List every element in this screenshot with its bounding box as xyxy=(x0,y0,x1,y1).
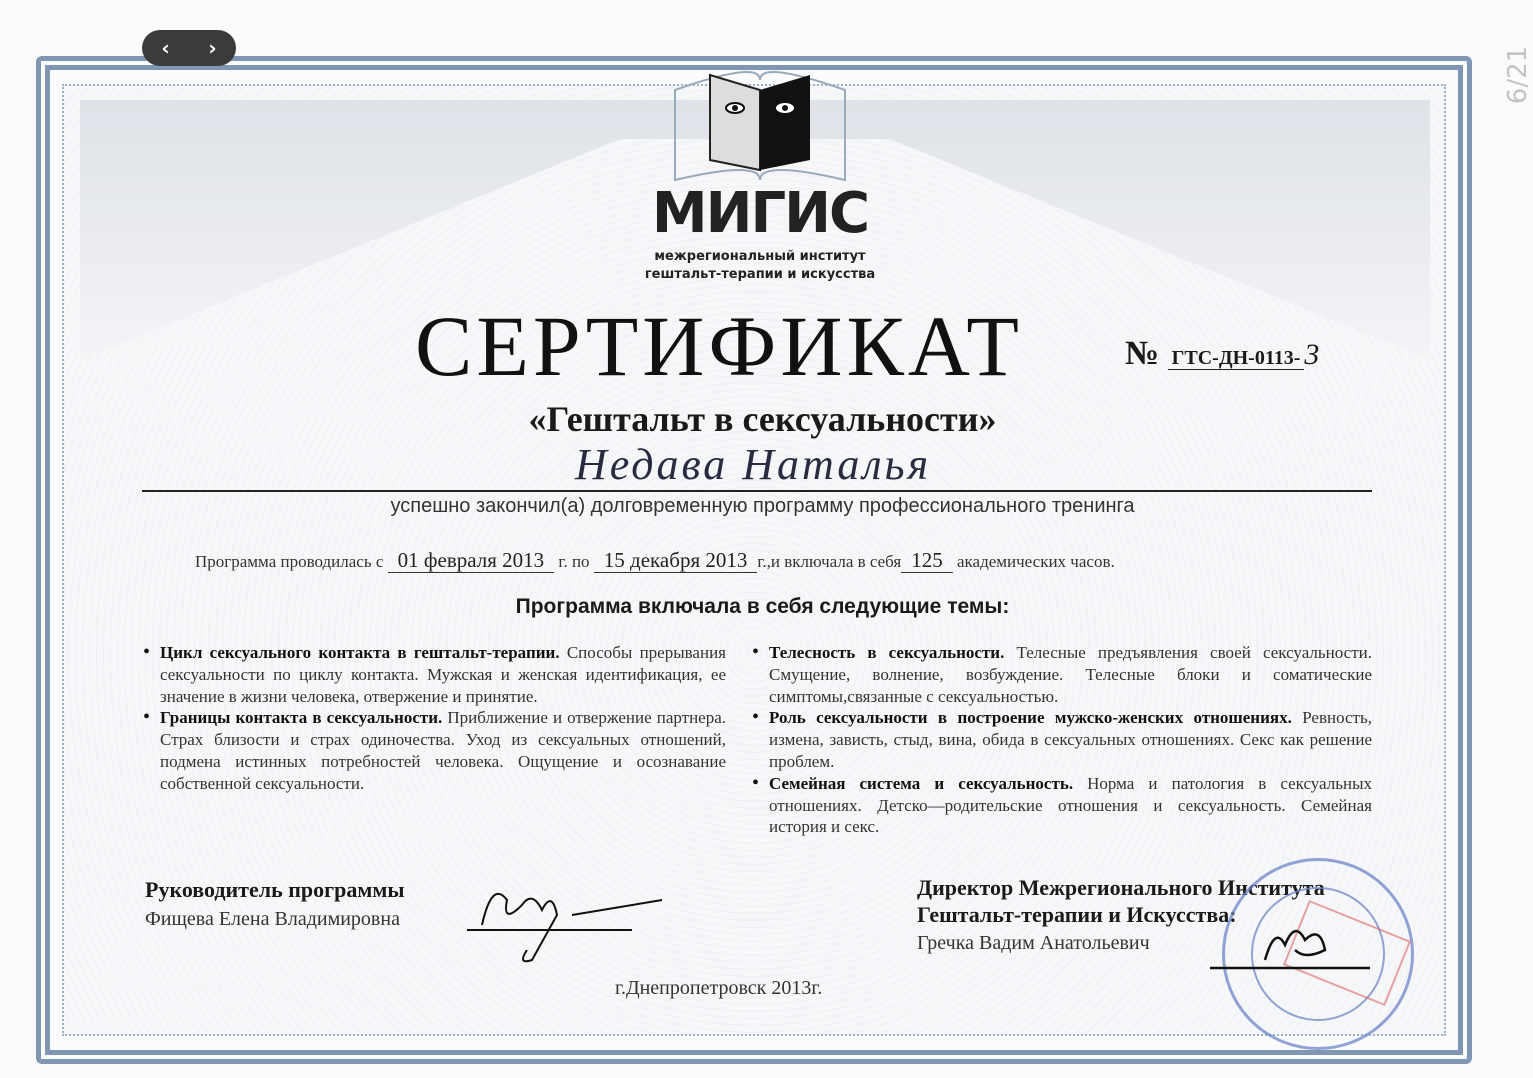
name-underline xyxy=(142,490,1372,492)
program-leader xyxy=(145,876,405,932)
program-dates xyxy=(195,546,1115,576)
logo-brand: МИГИС xyxy=(651,181,869,246)
leader-name: Фищева Елена Владимировна xyxy=(145,908,400,930)
director-signature-icon xyxy=(1205,910,1375,980)
theme-item xyxy=(769,707,1372,772)
end-date: 15 декабря 2013 xyxy=(594,548,758,573)
theme-text: Приближение и отвержение партнера. Страх близости и страх одиночества. Уход из сексуальных отношений, подмена истинных потребностей человека. Ощущение и осознавание собственной сексуальности. xyxy=(160,708,727,793)
program-text: г.,и включала в себя xyxy=(757,552,902,571)
theme-text: Телесные предъявления своей сексуальности. Смущение, волнение, возбуждение. Телесные блоки и соматические симптомы,связанные с сексуальностью. xyxy=(769,643,1372,706)
completion-text: успешно закончил(а) долговременную программу профессионального тренинга xyxy=(390,495,1135,517)
theme-title: Границы контакта в сексуальности. xyxy=(160,708,443,728)
leader-signature-icon xyxy=(462,870,672,970)
program-text: академических часов. xyxy=(956,552,1115,571)
theme-item xyxy=(769,773,1372,838)
theme-title: Роль сексуальности в построение мужско-женских отношениях. xyxy=(769,708,1292,728)
start-date: 01 февраля 2013 xyxy=(388,548,555,573)
next-page-button[interactable]: › xyxy=(208,36,217,60)
certificate-number xyxy=(1125,334,1319,378)
leader-heading: Руководитель программы xyxy=(145,877,405,902)
page-counter: 6/21 xyxy=(1503,45,1533,105)
logo-subtitle-line: гештальт-терапии и искусства xyxy=(644,267,876,282)
theme-text: Способы прерывания сексуальности по циклу контакта. Мужская и женская идентификация, ее значение в жизни человека, отвержение и принятие. xyxy=(160,643,726,706)
number-code: ГТС-ДН-0113- xyxy=(1168,347,1305,370)
theme-text: Норма и патология в сексуальных отношениях. Детско—родительские отношения и сексуальность. Семейная история и секс. xyxy=(769,773,1372,837)
theme-title: Телесность в сексуальности. xyxy=(769,643,1005,662)
prev-page-button[interactable]: ‹ xyxy=(161,36,170,60)
book-face-logo-icon xyxy=(665,50,855,185)
course-title: «Гештальт в сексуальности» xyxy=(528,399,997,439)
program-text: Программа проводилась с xyxy=(195,552,384,571)
number-suffix: 3 xyxy=(1304,338,1320,371)
certificate-title: СЕРТИФИКАТ xyxy=(415,298,1023,394)
theme-title: Семейная система и сексуальность. xyxy=(769,773,1074,793)
theme-title: Цикл сексуального контакта в гештальт-терапии. xyxy=(160,643,560,662)
logo-subtitle xyxy=(620,248,900,284)
page-nav xyxy=(142,30,236,66)
director-heading: Директор Межрегионального Института xyxy=(917,875,1325,900)
director-name: Гречка Вадим Анатольевич xyxy=(917,932,1150,954)
theme-item xyxy=(160,707,726,794)
theme-text: Ревность, измена, зависть, стыд, вина, обида в сексуальных отношениях. Секс как решение проблем. xyxy=(769,708,1372,771)
theme-item xyxy=(769,642,1372,707)
themes-heading: Программа включала в себя следующие темы: xyxy=(515,595,1010,618)
number-sign: № xyxy=(1125,335,1160,372)
themes-left xyxy=(160,642,726,795)
city-year: г.Днепропетровск 2013г. xyxy=(615,977,823,999)
recipient-name: Недава Наталья xyxy=(575,440,932,489)
theme-item xyxy=(160,642,726,707)
program-text: г. по xyxy=(558,552,590,571)
hours: 125 xyxy=(901,548,953,573)
themes-right xyxy=(769,642,1372,838)
logo-subtitle-line: межрегиональный институт xyxy=(654,249,866,264)
director-heading: Гештальт-терапии и Искусства: xyxy=(917,902,1237,927)
